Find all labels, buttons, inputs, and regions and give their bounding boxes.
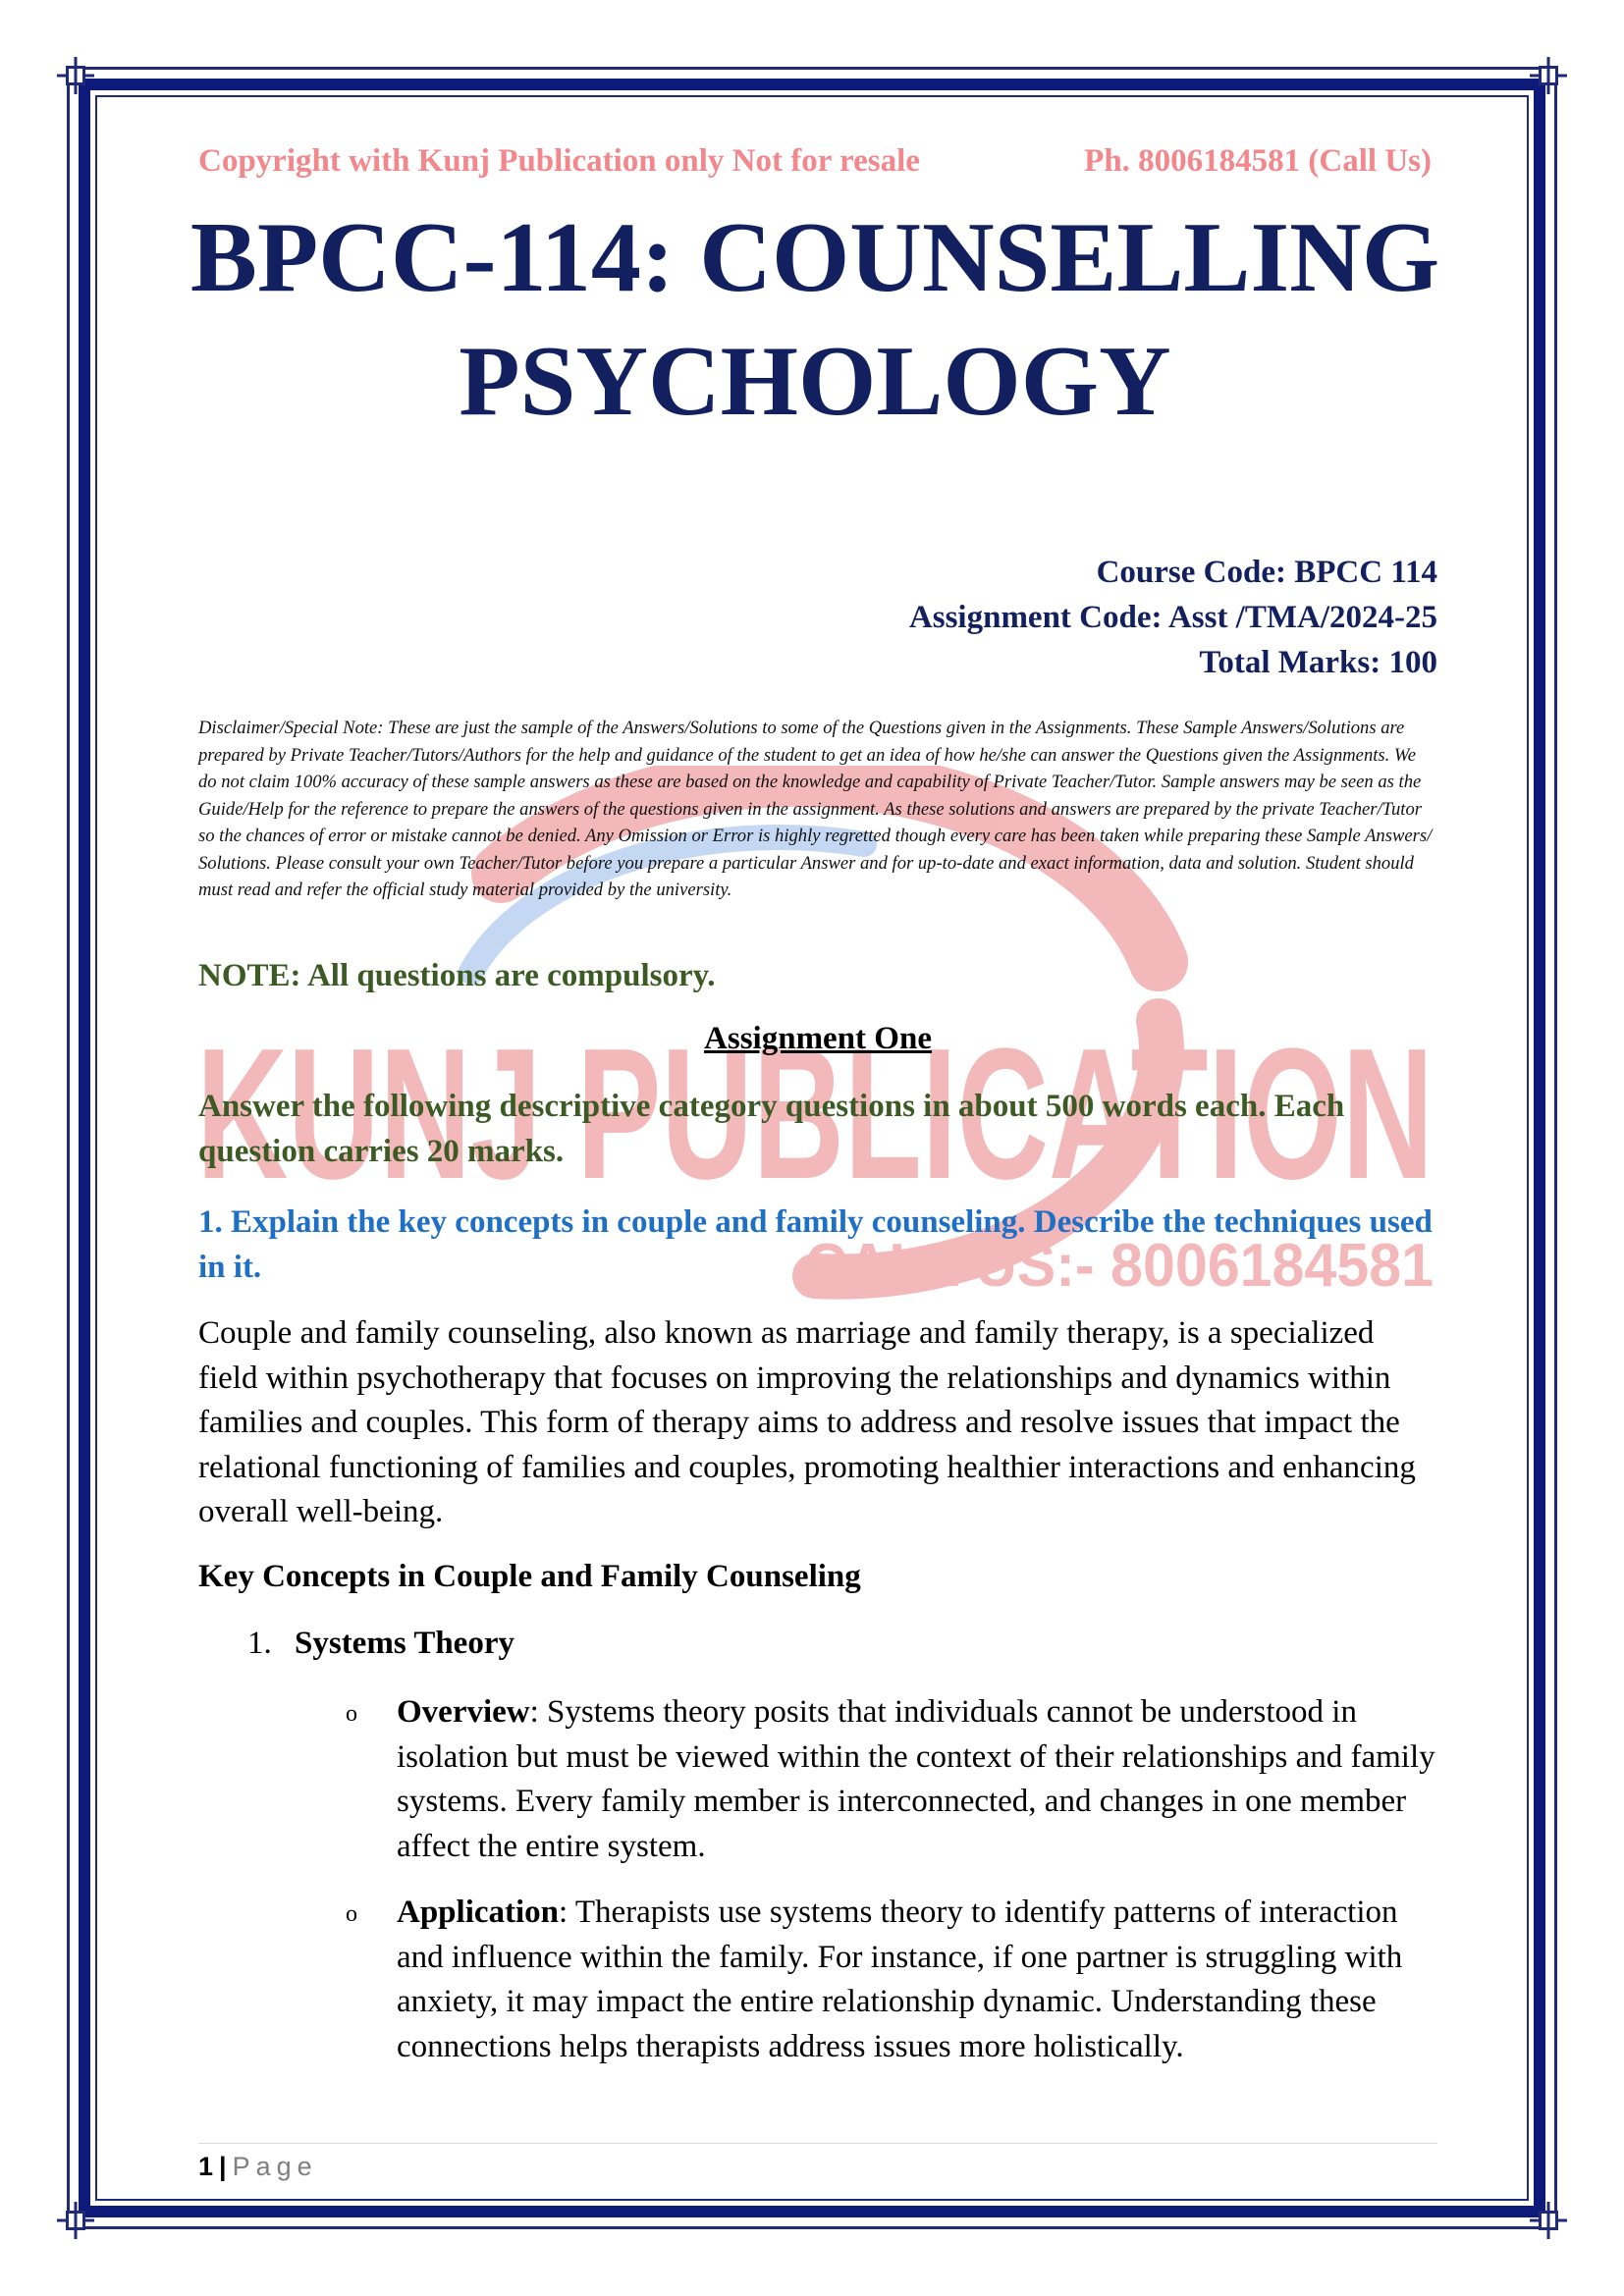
title-line-2: PSYCHOLOGY <box>459 326 1171 437</box>
page-label: Page <box>232 2152 318 2181</box>
page-footer <box>198 2152 318 2182</box>
watermark-brand-text: KUNJ PUBLICATION <box>196 1010 1434 1218</box>
watermark-call-text: CALL US:- 8006184581 <box>805 1232 1434 1300</box>
section-heading: Key Concepts in Couple and Family Counseling <box>198 1559 861 1594</box>
subitem-overview <box>346 1690 1435 1869</box>
copyright-header <box>198 143 1437 180</box>
subitem-application <box>346 1891 1435 2069</box>
corner-ornament-bottom-left <box>57 2202 94 2239</box>
note-compulsory: NOTE: All questions are compulsory. <box>198 958 716 993</box>
document-title <box>157 196 1473 444</box>
subitem-text: : Systems theory posits that individuals cannot be understood in isolation but must be viewed within the context of their relationships and family systems. Every family member is interconnected, and changes in one member affect the entire system. <box>397 1694 1435 1864</box>
total-marks: Total Marks: 100 <box>1199 645 1437 680</box>
item-number: 1. <box>247 1626 272 1661</box>
bullet-icon: o <box>346 1901 357 1927</box>
instruction-text: Answer the following descriptive category questions in about 500 words each. Each question carries 20 marks. <box>198 1089 1345 1169</box>
item-title: Systems Theory <box>295 1626 514 1661</box>
corner-ornament-top-left <box>57 57 94 94</box>
subitem-text: : Therapists use systems theory to identify patterns of interaction and influence within the family. For instance, if one partner is struggling with anxiety, it may impact the entire relationship dynamic. Understanding these connections helps therapists address issues more holistically. <box>397 1895 1403 2064</box>
contact-phone: Ph. 8006184581 (Call Us) <box>1084 143 1432 179</box>
corner-ornament-bottom-right <box>1530 2202 1567 2239</box>
bullet-icon: o <box>346 1701 357 1727</box>
disclaimer-text: Disclaimer/Special Note: These are just the sample of the Answers/Solutions to some of the Questions given in the Assignments. These Sample Answers/Solutions are prepared by Private Teacher/Tutors/Authors for the help and guidance of the student to get an idea of how he/she can answer the Questions given the Assignments. We do not claim 100% accuracy of these sample answers as these are based on the knowledge and capability of Private Teacher/Tutor. Sample answers may be seen as the Guide/Help for the reference to prepare the answers of the questions given in the assignment. As these solutions and answers are prepared by the private Teacher/Tutor so the chances of error or mistake cannot be denied. Any Omission or Error is highly regretted though every care has been taken while preparing these Sample Answers/ Solutions. Please consult your own Teacher/Tutor before you prepare a particular Answer and for up-to-date and exact information, data and solution. Student should must read and refer the official study material provided by the university. <box>198 718 1433 900</box>
footer-separator: | <box>219 2152 227 2181</box>
assignment-title: Assignment One <box>704 1021 932 1056</box>
copyright-notice: Copyright with Kunj Publication only Not for resale <box>198 143 920 179</box>
subitem-label: Application <box>397 1895 560 1930</box>
assignment-code: Assignment Code: Asst /TMA/2024-25 <box>908 600 1437 635</box>
course-code: Course Code: BPCC 114 <box>1096 555 1437 590</box>
question-1: 1. Explain the key concepts in couple and family counseling. Describe the techniques used in it. <box>198 1204 1433 1285</box>
corner-ornament-top-right <box>1530 57 1567 94</box>
assignment-meta <box>909 550 1437 685</box>
intro-paragraph: Couple and family counseling, also known as marriage and family therapy, is a specialized field within psychotherapy that focuses on improving the relationships and dynamics within families and couples. This form of therapy aims to address and resolve issues that impact the relational functioning of families and couples, promoting healthier interactions and enhancing overall well-being. <box>198 1315 1416 1529</box>
numbered-item-1 <box>247 1626 514 1662</box>
title-line-1: BPCC-114: COUNSELLING <box>189 202 1440 313</box>
footer-divider <box>198 2143 1437 2144</box>
subitem-label: Overview <box>397 1694 530 1730</box>
page-number: 1 <box>198 2152 214 2181</box>
